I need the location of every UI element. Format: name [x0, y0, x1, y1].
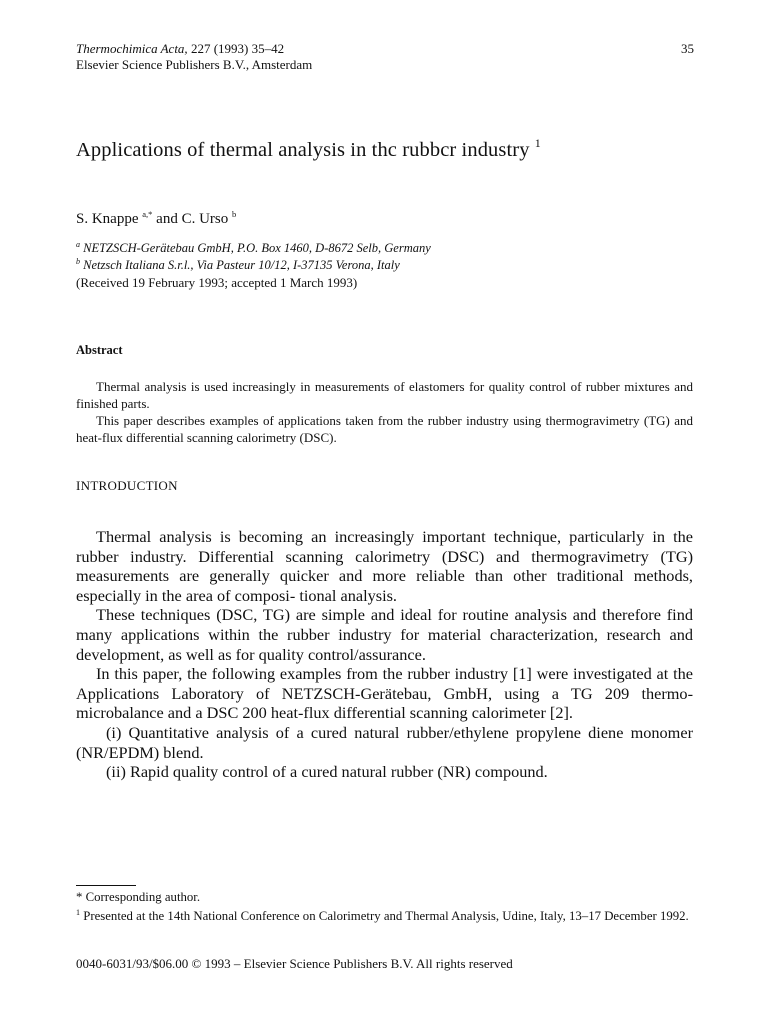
- journal-name: Thermochimica Acta,: [76, 41, 188, 56]
- abstract-paragraph: Thermal analysis is used increasingly in measurements of elastomers for quality control of rubber mixtures and finished parts.: [76, 379, 693, 411]
- journal-citation: 227 (1993) 35–42: [187, 41, 285, 56]
- author-name: C. Urso: [181, 211, 229, 227]
- footnote-text: Presented at the 14th National Conference on Calorimetry and Thermal Analysis, Udine, Italy, 13–17 December 1992.: [83, 909, 689, 923]
- abstract-paragraph: This paper describes examples of applications taken from the rubber industry using thermogravimetry (TG) and heat-flux differential scanning calorimetry (DSC).: [76, 413, 693, 445]
- abstract-heading: Abstract: [76, 343, 123, 357]
- affiliation-mark: b: [76, 257, 80, 266]
- author-affiliation-mark: a,*: [142, 209, 153, 219]
- footnote: [76, 905, 693, 924]
- article-title-text: Applications of thermal analysis in thc rubbcr industry: [76, 139, 530, 161]
- author-conjunction: and: [152, 211, 182, 227]
- affiliation: [76, 253, 400, 274]
- footnote-mark: 1: [76, 908, 80, 917]
- footnotes: [76, 889, 693, 924]
- list-item: (i) Quantitative analysis of a cured natural rubber/ethylene propylene diene monomer (NR/EPDM) blend.: [76, 722, 693, 762]
- running-head: [76, 41, 312, 73]
- section-heading: INTRODUCTION: [76, 478, 178, 493]
- footnote-rule: [76, 885, 136, 886]
- publisher-line: Elsevier Science Publishers B.V., Amsterdam: [76, 57, 313, 72]
- introduction-body: [76, 527, 693, 782]
- affiliation-mark: a: [76, 240, 80, 249]
- affiliation-text: NETZSCH-Gerätebau GmbH, P.O. Box 1460, D-8672 Selb, Germany: [83, 241, 431, 255]
- copyright-line: 0040-6031/93/$06.00 © 1993 – Elsevier Science Publishers B.V. All rights reserved: [76, 956, 513, 971]
- title-footnote-mark: 1: [534, 136, 541, 150]
- page-number: 35: [681, 41, 694, 56]
- received-dates: (Received 19 February 1993; accepted 1 March 1993): [76, 275, 358, 290]
- list-item: (ii) Rapid quality control of a cured natural rubber (NR) compound.: [106, 762, 548, 782]
- body-paragraph: Thermal analysis is becoming an increasingly important technique, particularly in the rubber industry. Differential scanning calorimetry (DSC) and thermogravimetry (TG) measurements are generally quicker and more reliable than other traditional methods, especially in the area of composi- tional analysis.: [76, 527, 693, 605]
- article-title: [76, 136, 541, 162]
- footnote-corresponding: * Corresponding author.: [76, 890, 201, 904]
- author-affiliation-mark: b: [232, 209, 237, 219]
- body-paragraph: These techniques (DSC, TG) are simple and ideal for routine analysis and therefore find many applications within the rubber industry for material characterization, research and development, as well as for quality control/assurance.: [76, 605, 693, 664]
- body-paragraph: In this paper, the following examples from the rubber industry [1] were investigated at the Applications Laboratory of NETZSCH-Gerätebau, GmbH, using a TG 209 thermo-microbalance and a DSC 200 heat-flux differential scanning calorimeter [2].: [76, 664, 693, 723]
- author-name: S. Knappe: [76, 211, 139, 227]
- affiliation-text: Netzsch Italiana S.r.l., Via Pasteur 10/12, I-37135 Verona, Italy: [83, 258, 400, 272]
- author-line: [76, 209, 236, 228]
- abstract-body: [76, 378, 693, 446]
